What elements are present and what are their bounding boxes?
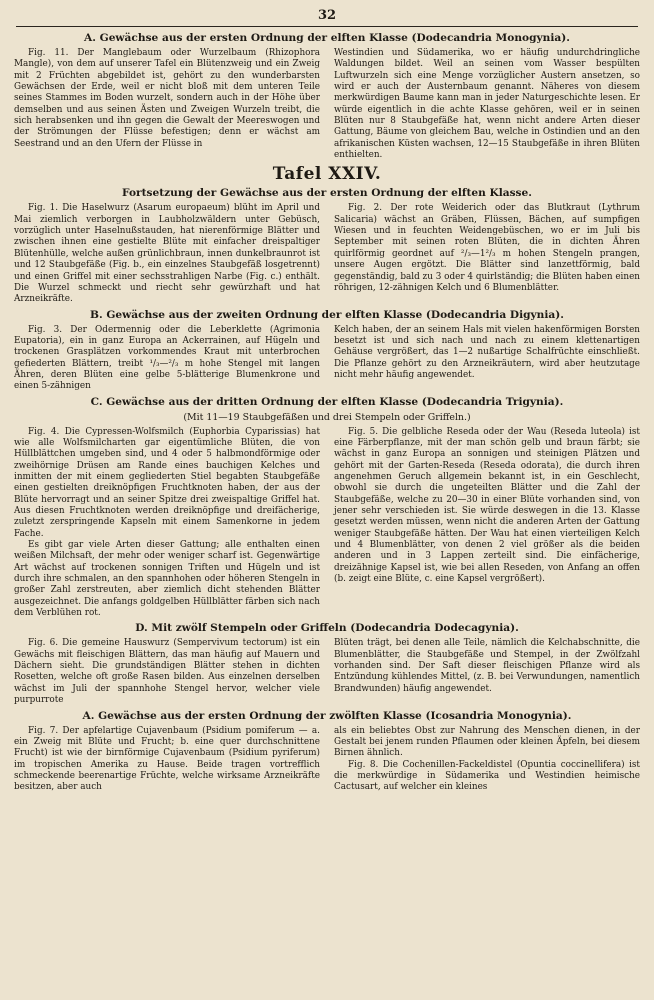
right-column: [334, 726, 640, 794]
section-heading: A. Gewächse aus der ersten Ordnung der zwölften Klasse (Icosandria Monogynia).: [82, 709, 572, 722]
section-subheading: (Mit 11—19 Staubgefäßen und drei Stempeln oder Griffeln.): [183, 411, 471, 423]
page-content: [14, 32, 640, 794]
two-column-text: [14, 203, 640, 305]
paragraph: Fig. 4. Die Cypressen-Wolfsmilch (Euphorbia Cyparissias) hat wie alle Wolfsmilcharten gar eigentümliche Blüten, die von Hüllblättchen umgeben sind, und 4 oder 5 halbmondförmige oder zweihörnige Drüsen am Rande eines bauchigen Kelches und inmitten der mit einem gegliederten Stiel begabten Staubgefäße einen gestielten dreiknöpfigen Fruchtknoten haben, der aus der Blüte hervorragt und an seiner Spitze drei zweispaltige Griffel hat. Aus diesen Fruchtknoten werden dreiknöpfige und dreifächerige, zuletzt zerspringende Kapseln mit einem Samenkorne in jedem Fache.: [14, 426, 320, 539]
left-column: [14, 638, 320, 706]
paragraph: Fig. 6. Die gemeine Hauswurz (Sempervivum tectorum) ist ein Gewächs mit fleischigen Blättern, das man häufig auf Mauern und Dächern sieht. Die grundständigen Blätter stehen in dichten Rosetten, welche oft große Rasen bilden. Aus einzelnen derselben wächst im Juli der spannhohe Stengel hervor, welcher viele purpurrote: [14, 638, 320, 706]
paragraph: Fig. 11. Der Manglebaum oder Wurzelbaum (Rhizophora Mangle), von dem auf unserer Tafel ein Blütenzweig und ein Zweig mit 2 Früchten abgebildet ist, gehört zu den wunderbarsten Gewächsen der Erde, weil er nicht bloß mit dem unteren Teile seines Stammes im Boden wurzelt, sondern auch in der Höhe über demselben und aus seinen Ästen und Zweigen Wurzeln treibt, die sich herabsenken und ihn gegen die Gewalt der Meereswogen und der Strömungen der Flüsse befestigen; denn er wächst am Seestrand und an den Ufern der Flüsse in: [14, 48, 320, 149]
section-heading: Fortsetzung der Gewächse aus der ersten Ordnung der elften Klasse.: [122, 187, 532, 200]
paragraph: Fig. 8. Die Cochenillen-Fackeldistel (Opuntia coccinellifera) ist die merkwürdige in Südamerika und Westindien heimische Cactusart, auf welcher ein kleines: [334, 759, 640, 793]
paragraph: Fig. 7. Der apfelartige Cujavenbaum (Psidium pomiferum — a. ein Zweig mit Blüte und Frucht; b. eine quer durchschnittene Frucht) ist wie der birnförmige Cujavenbaum (Psidium pyriferum) im tropischen Amerika zu Hause. Beide tragen vortrefflich schmeckende beerenartige Früchte, welche wirksame Arzneikräfte besitzen, aber auch: [14, 725, 320, 793]
page-number: 32: [317, 8, 337, 23]
paragraph: Fig. 1. Die Haselwurz (Asarum europaeum) blüht im April und Mai ziemlich verborgen in Laubholzwäldern unter Gebüsch, vorzüglich unter Haselnußstauden, hat nierenförmige Blätter und zwischen ihnen eine gestielte Blüte mit einfacher dreispaltiger Blütenhülle, welche außen grünlichbraun, innen dunkelbraunrot ist und 12 Staubgefäße (Fig. b., ein einzelnes Staubgefäß losgetrennt) und einen Griffel mit einer sechsstrahligen Narbe (Fig. c.) enthält. Die Wurzel schmeckt und riecht sehr gewürzhaft und hat Arzneikräfte.: [14, 203, 320, 305]
left-column: [14, 48, 320, 161]
section-heading: D. Mit zwölf Stempeln oder Griffeln (Dodecandria Dodecagynia).: [135, 622, 519, 635]
right-column: [334, 638, 640, 706]
two-column-text: [14, 638, 640, 706]
left-column: [14, 325, 320, 393]
two-column-text: [14, 48, 640, 161]
paragraph: Blüten trägt, bei denen alle Teile, nämlich die Kelchabschnitte, die Blumenblätter, die Staubgefäße und Stempel, in der Zwölfzahl vorhanden sind. Der Saft dieser fleischigen Pflanze wird als Entzündung kühlendes Mittel, (z. B. bei Verwundungen, namentlich Brandwunden) häufig angewendet.: [334, 638, 640, 694]
right-column: [334, 325, 640, 393]
header-rule: [16, 26, 638, 27]
two-column-text: [14, 726, 640, 794]
two-column-text: [14, 325, 640, 393]
paragraph: Fig. 3. Der Odermennig oder die Leberklette (Agrimonia Eupatoria), ein in ganz Europa an Ackerrainen, auf Hügeln und trockenen Grasplätzen vorkommendes Kraut mit unterbrochen gefiederten Blättern, treibt ¹/₃—²/₃ m hohe Stengel mit langen Ähren, deren Blüten eine gelbe 5-blätterige Blumenkrone und einen 5-zähnigen: [14, 324, 320, 392]
left-column: [14, 427, 320, 620]
paragraph: als ein beliebtes Obst zur Nahrung des Menschen dienen, in der Gestalt bei jenem runden Pflaumen oder kleinen Äpfeln, bei diesem Birnen ähnlich.: [334, 725, 640, 759]
paragraph: Fig. 2. Der rote Weiderich oder das Blutkraut (Lythrum Salicaria) wächst an Gräben, Flüssen, Bächen, auf sumpfigen Wiesen und in feuchten Weidengebüschen, wo er im Juli bis September mit seinen roten Blüten, die in dichten Ähren quirlförmig geordnet auf ²/₃—1²/₃ m hohen Stengeln prangen, unsere Augen ergötzt. Die Blätter sind lanzettförmig, bald gegenständig, bald zu 3 oder 4 quirlständig; die Blüten haben einen röhrigen, 12-zähnigen Kelch und 6 Blumenblätter.: [334, 203, 641, 293]
paragraph: Es gibt gar viele Arten dieser Gattung; alle enthalten einen weißen Milchsaft, der mehr oder weniger scharf ist. Gegenwärtige Art wächst auf trockenen sonnigen Triften und Hügeln und ist durch ihre schmalen, an den spannhohen oder höheren Stengeln in großer Zahl zerstreuten, aber ziemlich dicht stehenden Blätter ausgezeichnet. Die anfangs goldgelben Hüllblätter färben sich nach dem Verblühen rot.: [14, 540, 320, 619]
plate-title: Tafel XXIV.: [272, 164, 382, 185]
right-column: [334, 427, 640, 620]
left-column: [14, 726, 320, 794]
right-column: [334, 48, 640, 161]
right-column: [334, 203, 640, 305]
two-column-text: [14, 427, 640, 620]
section-heading: A. Gewächse aus der ersten Ordnung der elften Klasse (Dodecandria Monogynia).: [84, 32, 570, 44]
paragraph: Kelch haben, der an seinem Hals mit vielen hakenförmigen Borsten besetzt ist und sich nach und nach zu einem klettenartigen Gehäuse vergrößert, das 1—2 nußartige Schalfrüchte einschließt. Die Pflanze gehört zu den Arzneikräutern, wird aber heutzutage nicht mehr häufig angewendet.: [334, 324, 640, 380]
section-heading: B. Gewächse aus der zweiten Ordnung der elften Klasse (Dodecandria Digynia).: [90, 308, 564, 321]
left-column: [14, 203, 320, 305]
section-heading: C. Gewächse aus der dritten Ordnung der elften Klasse (Dodecandria Trigynia).: [90, 395, 564, 408]
paragraph: Fig. 5. Die gelbliche Reseda oder der Wau (Reseda luteola) ist eine Färberpflanze, mit der man schön gelb und braun färbt; sie wächst in ganz Europa an sonnigen und steinigen Plätzen und gehört mit der Garten-Reseda (Reseda odorata), die durch ihren angenehmen Geruch allgemein bekannt ist, in ein Geschlecht, obwohl sie durch die ungeteilten Blätter und die Zahl der Staubgefäße, welche zu 20—30 in einer Blüte vorhanden sind, von jener sehr verschieden ist. Sie würde deswegen in die 13. Klasse gesetzt werden müssen, wenn nicht die anderen Arten der Gattung weniger Staubgefäße hätten. Der Wau hat einen vierteiligen Kelch und 4 Blumenblätter, von denen 2 viel größer als die beiden anderen und in 3 Lappen zerteilt sind. Die einfächerige, dreizähnige Kapsel ist, wie bei allen Reseden, von Anfang an offen (b. zeigt eine Blüte, c. eine Kapsel vergrößert).: [334, 426, 640, 585]
paragraph: Westindien und Südamerika, wo er häufig undurchdringliche Waldungen bildet. Weil an seinen vom Wasser bespülten Luftwurzeln sich eine Menge vorzüglicher Austern ansetzen, so wird er auch der Austernbaum genannt. Näheres von diesem merkwürdigen Baume kann man in jeder Naturgeschichte lesen. Er würde eigentlich in die achte Klasse gehören, weil er in seinen Blüten nur 8 Staubgefäße hat, wenn nicht andere Arten dieser Gattung, Bäume von gleichem Bau, welche in Ostindien und an den afrikanischen Küsten wachsen, 12—15 Staubgefäße in ihren Blüten enthielten.: [334, 48, 640, 161]
